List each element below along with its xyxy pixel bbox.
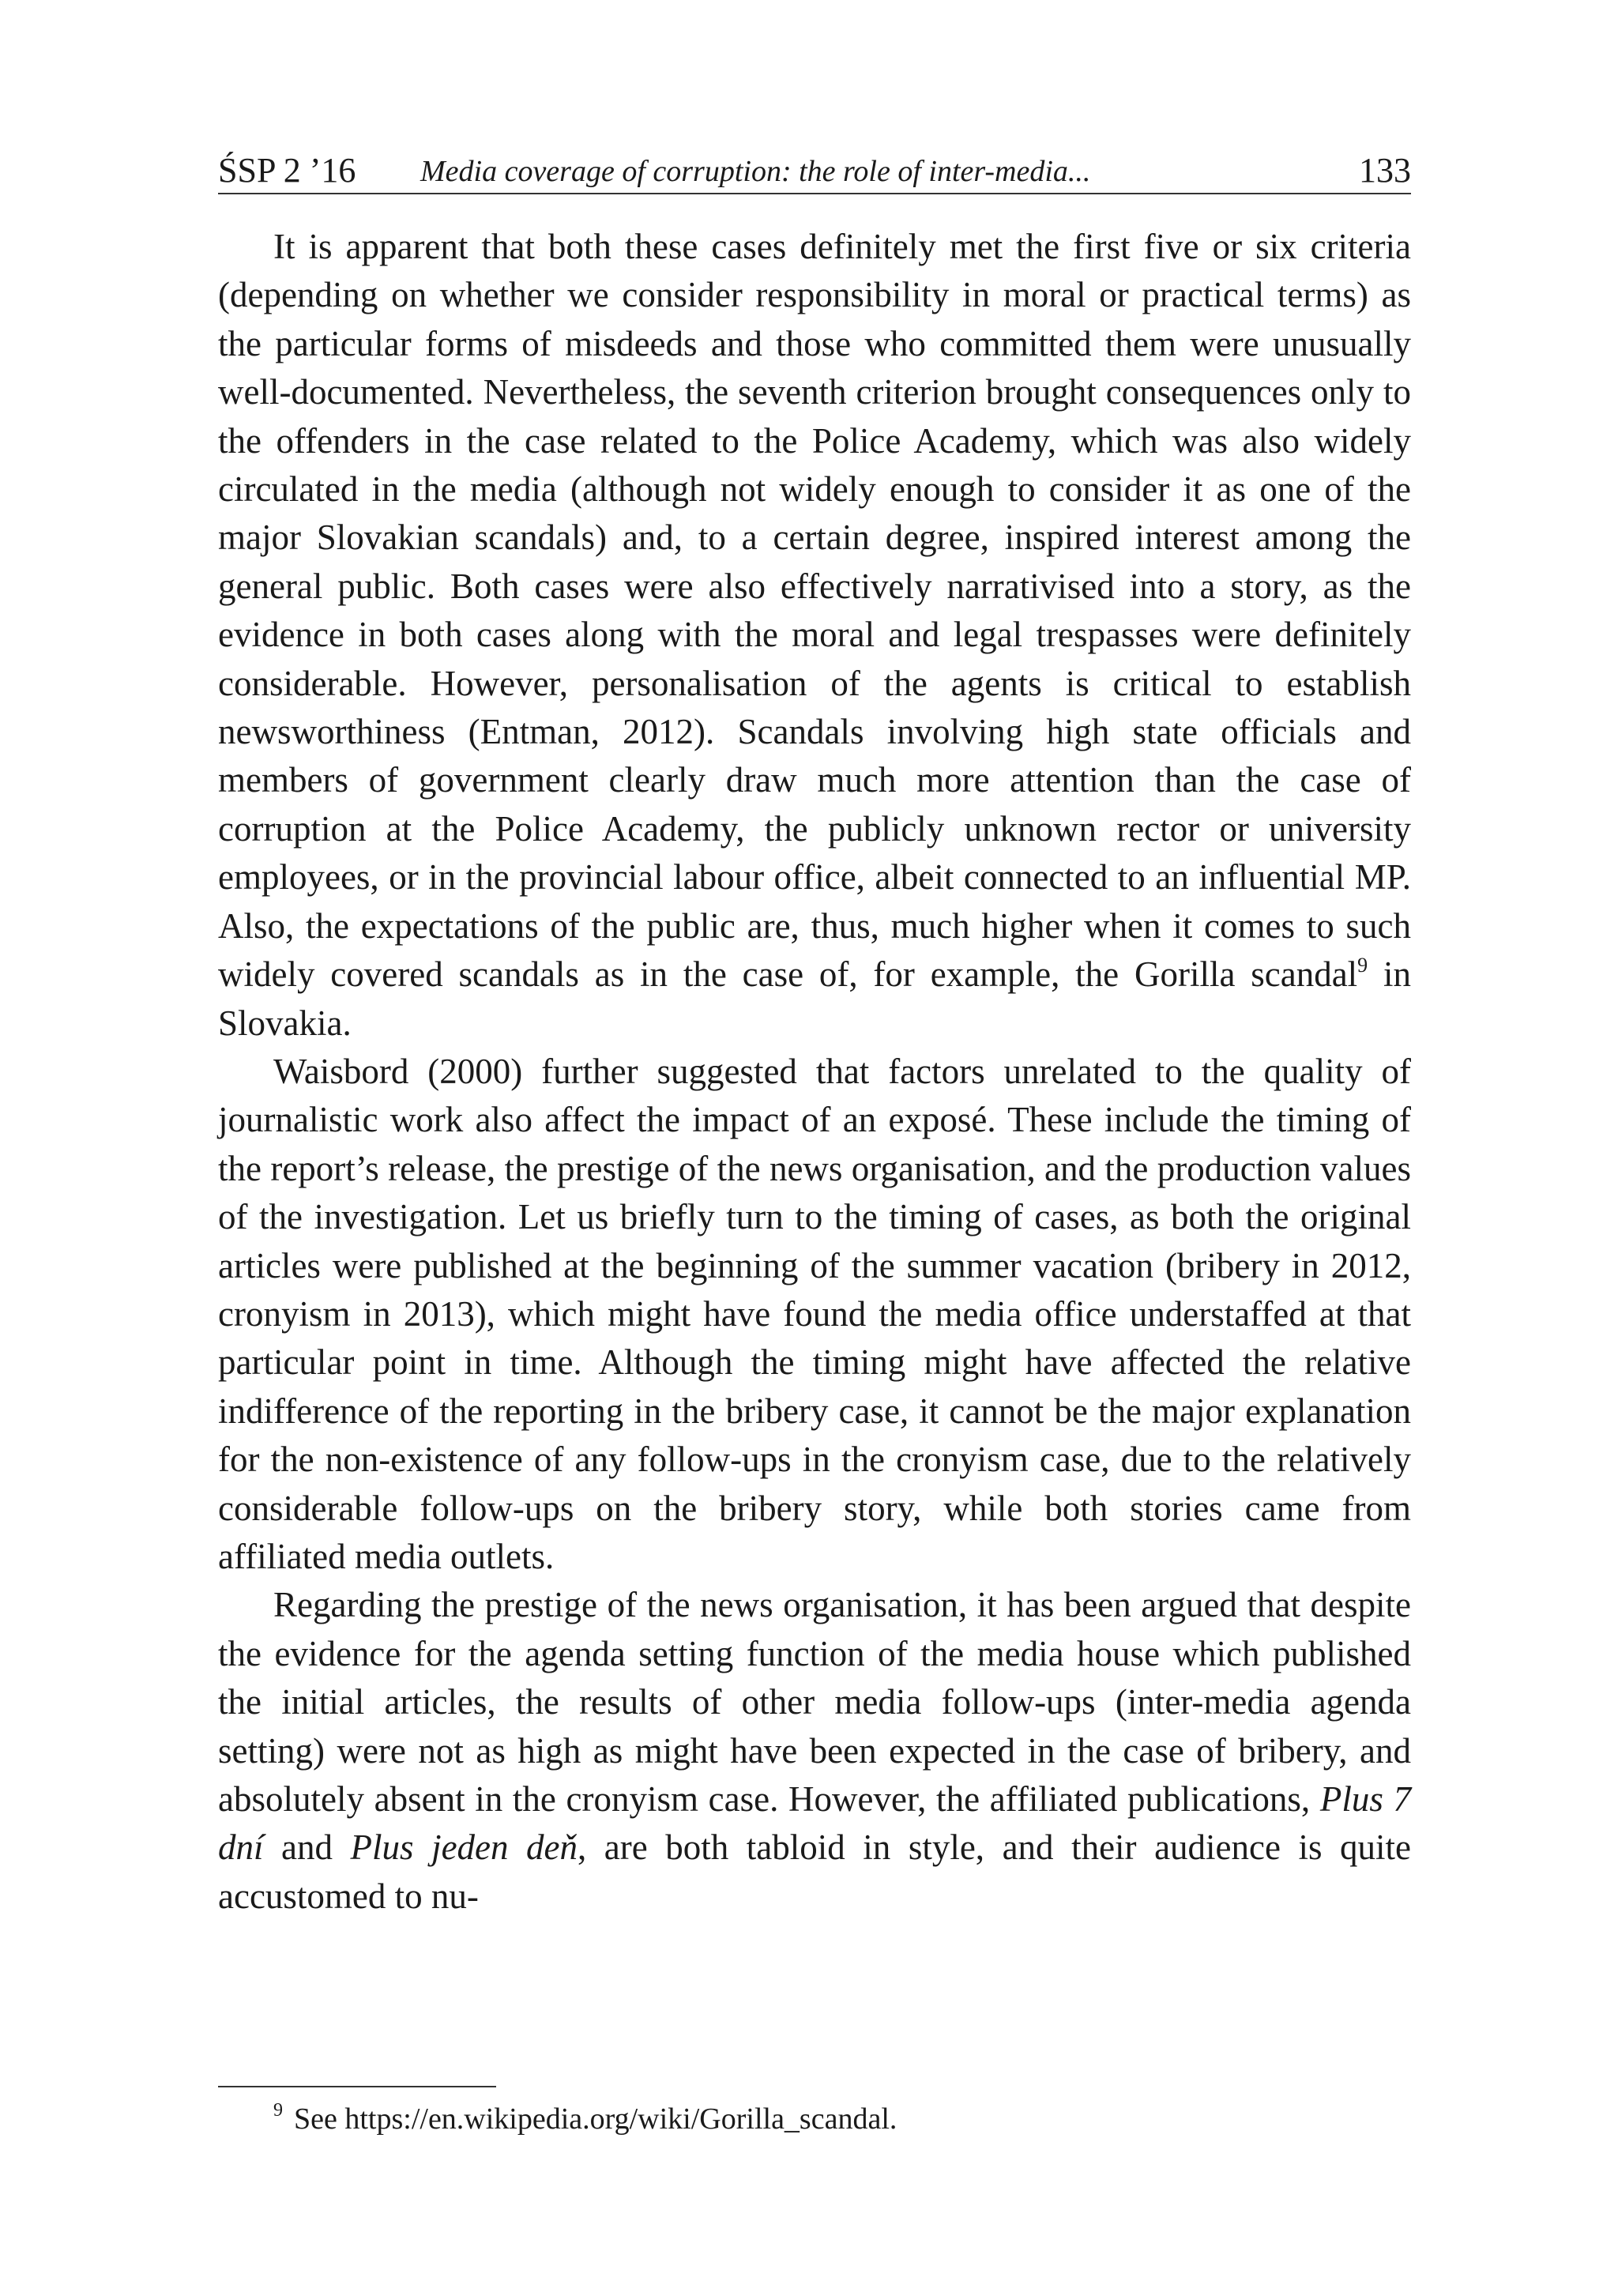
paragraph-1-tail: in Slovakia. [218, 954, 1411, 1043]
publication-title-1: Plus 7 dní [218, 1779, 1411, 1868]
paragraph-1-text: It is apparent that both these cases definitely met the first five or six criteria (depending on whether we consider responsibility in moral or practical terms) as the particular forms of misdeeds and those who committed them were unusually well-documented. Nevertheless, the seventh criterion brought consequences only to the offenders in the case related to the Police Academy, which was also widely circulated in the media (although not widely enough to consider it as one of the major Slovakian scandals) and, to a certain degree, inspired interest among the general public. Both cases were also effectively narrativised into a story, as the evidence in both cases along with the moral and legal trespasses were definitely considerable. However, personalisation of the agents is critical to establish newsworthiness (Entman, 2012). Scandals involving high state officials and members of government clearly draw much more attention than the case of corruption at the Police Academy, the publicly unknown rector or university employees, or in the provincial labour office, albeit connected to an influential MP. Also, the expectations of the public are, thus, much higher when it comes to such widely covered scandals as in the case of, for example, the Gorilla scandal [218, 227, 1411, 995]
running-header [218, 144, 1411, 194]
footnote-divider [218, 2086, 496, 2087]
running-title: Media coverage of corruption: the role of inter-media... [420, 155, 1091, 188]
publication-title-2: Plus jeden deň [350, 1827, 578, 1868]
body-text [218, 223, 1411, 1921]
paragraph-1 [218, 223, 1411, 1048]
footnote-number: 9 [273, 2100, 283, 2121]
paragraph-2: Waisbord (2000) further suggested that factors unrelated to the quality of journalistic work also affect the impact of an exposé. These include the timing of the report’s release, the prestige of the news organisation, and the production values of the investigation. Let us briefly turn to the timing of cases, as both the original articles were published at the beginning of the summer vacation (bribery in 2012, cronyism in 2013), which might have found the media office understaffed at that particular point in time. Although the timing might have affected the relative indifference of the reporting in the bribery case, it cannot be the major explanation for the non-existence of any follow-ups in the cronyism case, due to the relatively considerable follow-ups on the bribery story, while both stories came from affiliated media outlets. [218, 1051, 1411, 1576]
journal-issue: ŚSP 2 ’16 [218, 151, 356, 190]
footnote-reference: 9 [1357, 954, 1368, 977]
paragraph-3 [218, 1581, 1411, 1921]
footnote [273, 2100, 897, 2139]
footnote-text: See https://en.wikipedia.org/wiki/Gorilla_scandal. [294, 2102, 897, 2136]
paragraph-3-middle: and [263, 1827, 351, 1868]
paragraph-3-text: Regarding the prestige of the news organisation, it has been argued that despite the evidence for the agenda setting function of the media house which published the initial articles, the results of other media follow-ups (inter-media agenda setting) were not as high as might have been expected in the case of bribery, and absolutely absent in the cronyism case. However, the affiliated publications, [218, 1585, 1411, 1819]
paragraph-3-tail: , are both tabloid in style, and their audience is quite accustomed to nu- [218, 1827, 1411, 1916]
page-number: 133 [1359, 151, 1411, 190]
